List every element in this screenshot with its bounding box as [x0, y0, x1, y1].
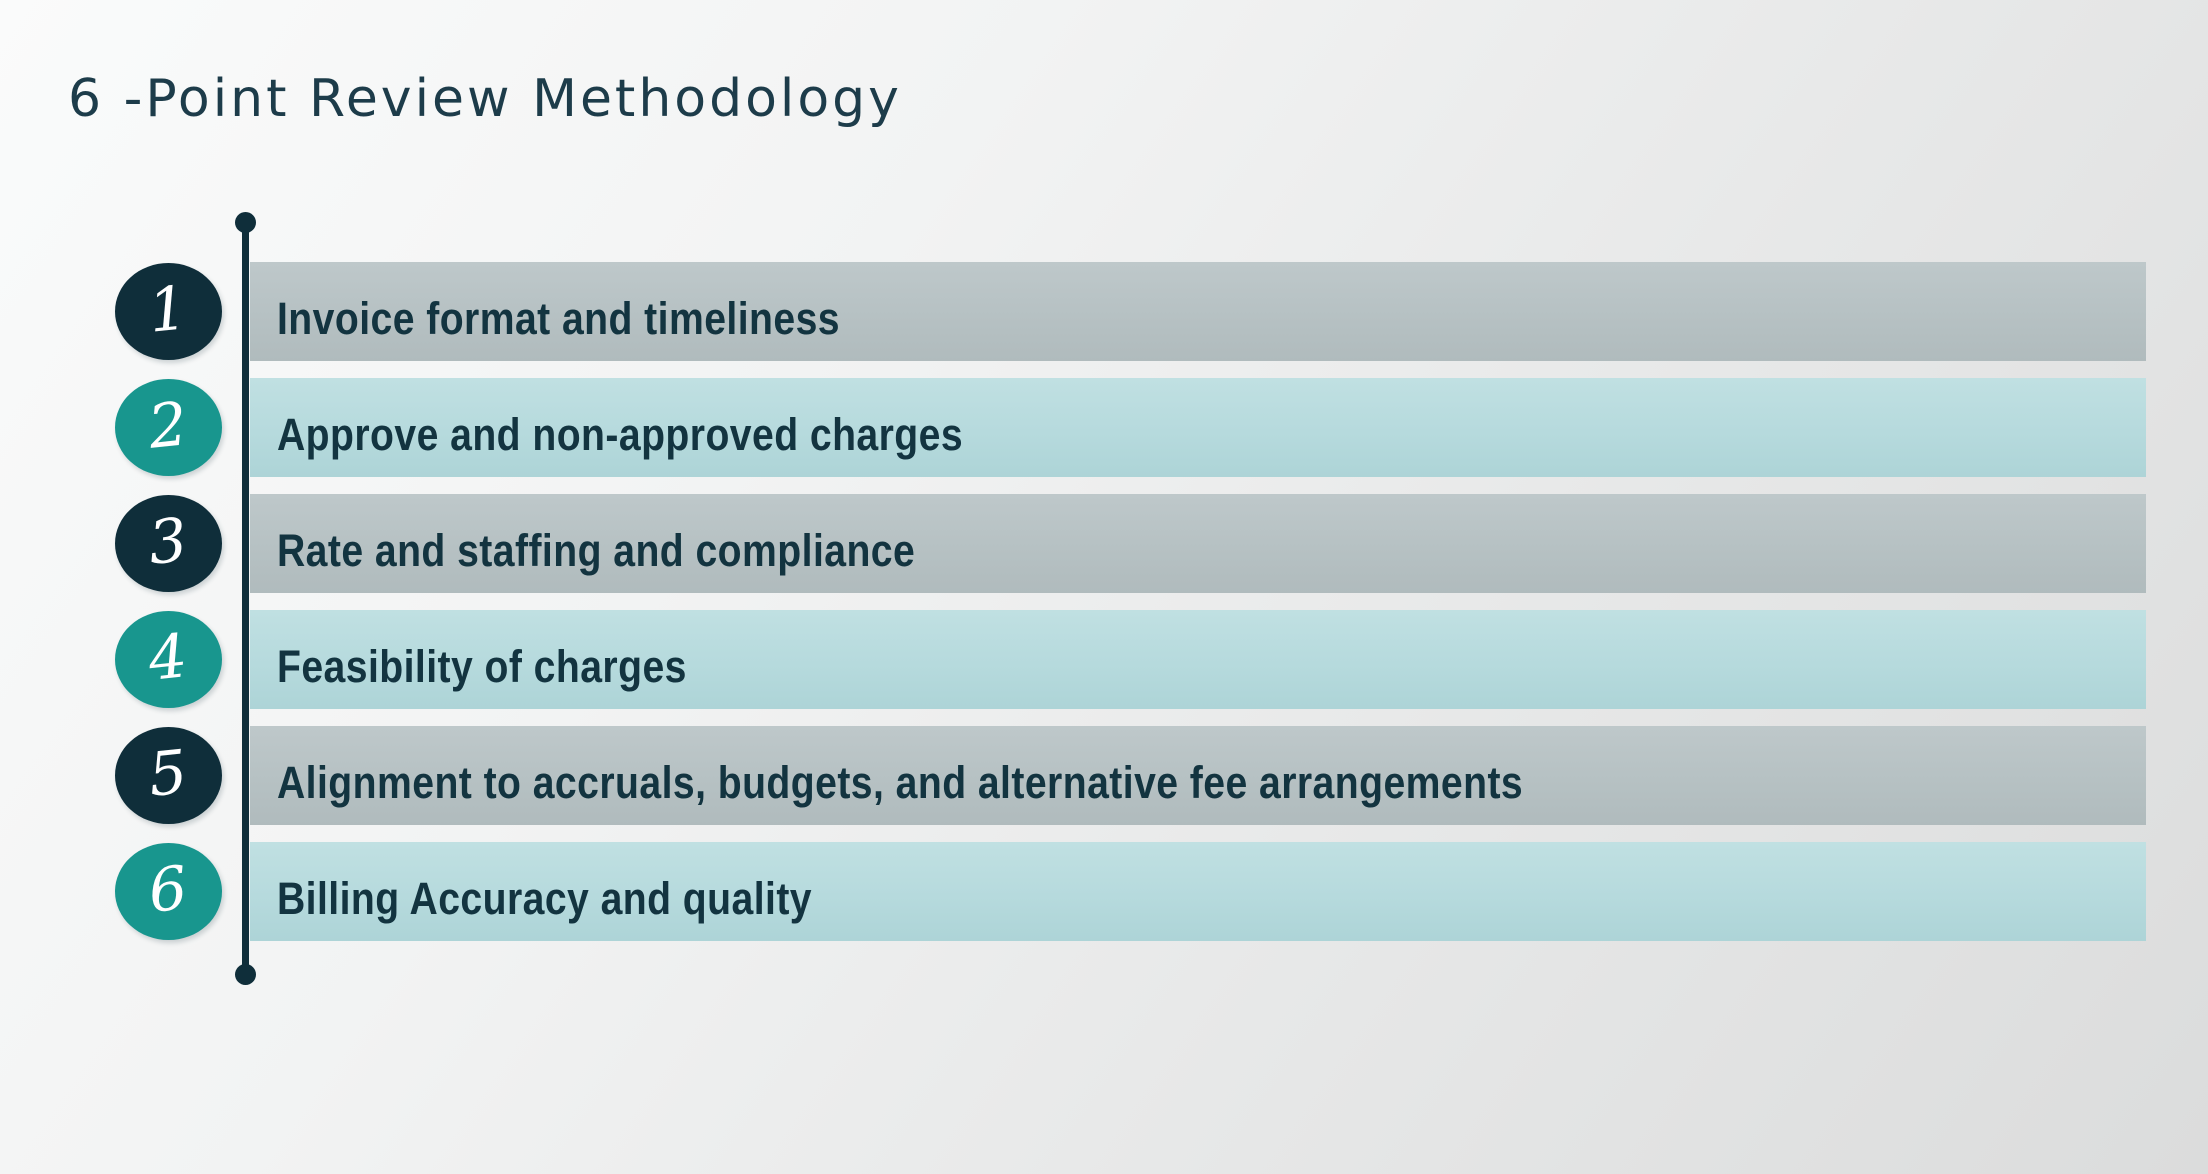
- step-number-badge: [115, 379, 222, 476]
- step-label: Feasibility of charges: [276, 640, 687, 692]
- step-number: 1: [145, 272, 191, 347]
- step-number-badge: [115, 611, 222, 708]
- step-bar: [250, 378, 2146, 477]
- step-bar: [250, 842, 2146, 941]
- step-number-badge: [115, 727, 222, 824]
- step-bar: [250, 262, 2146, 361]
- step-bar: [250, 610, 2146, 709]
- timeline-end-dot: [235, 964, 256, 985]
- step-number: 3: [145, 504, 191, 579]
- timeline-start-dot: [235, 212, 256, 233]
- step-label: Rate and staffing and compliance: [276, 524, 916, 576]
- step-number-badge: [115, 843, 222, 940]
- step-label: Billing Accuracy and quality: [276, 872, 813, 924]
- step-number: 5: [145, 736, 191, 811]
- step-bar: [250, 726, 2146, 825]
- timeline-row: [0, 610, 2208, 709]
- timeline-row: [0, 262, 2208, 361]
- step-number-badge: [115, 263, 222, 360]
- step-number: 6: [145, 852, 191, 927]
- step-number: 2: [145, 388, 191, 463]
- step-bar: [250, 494, 2146, 593]
- timeline-row: [0, 494, 2208, 593]
- timeline-row: [0, 842, 2208, 941]
- step-number: 4: [145, 620, 191, 695]
- step-number-badge: [115, 495, 222, 592]
- timeline-row: [0, 726, 2208, 825]
- page-title: 6 -Point Review Methodology: [68, 69, 902, 129]
- step-label: Approve and non-approved charges: [276, 408, 964, 460]
- step-label: Invoice format and timeliness: [276, 292, 841, 344]
- step-label: Alignment to accruals, budgets, and alternative fee arrangements: [276, 756, 1524, 808]
- timeline-row: [0, 378, 2208, 477]
